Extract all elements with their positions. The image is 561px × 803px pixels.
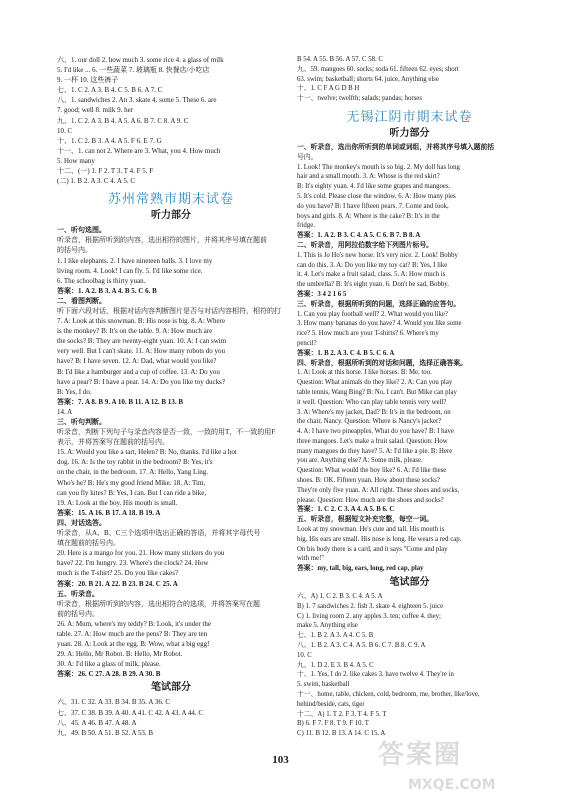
text-line: 十一、1. can not 2. Where are 3. What, you 4. How much bbox=[57, 146, 221, 155]
text-line: behind/beside, cats, tiger bbox=[297, 700, 365, 708]
text-line: 七、1. C 2. A 3. B 4. C 5. B 6. A 7. C bbox=[57, 86, 163, 95]
text-line: 十、1. Yes, I do 2. like cakes 3. have twelve 4. They're in bbox=[297, 671, 454, 679]
text-line: yuan. 28. A: Look at the egg. B: Wow, what a big egg! bbox=[57, 640, 210, 649]
text-line: 八、45. A 46. B 47. A 48. A bbox=[57, 718, 137, 727]
text-line: 9. 一杯 10. 这些裤子 bbox=[57, 76, 119, 85]
text-line: 听录音，根据所听到的内容，选出相符的图片，并将其序号填在题前 bbox=[57, 236, 267, 245]
text-line: B) 6. F 7. F 8. T 9. F 10. T bbox=[297, 720, 369, 728]
text-line: 七、1. B 2. A 3. A 4. C 5. B bbox=[297, 632, 374, 640]
text-line: 十、1. C F A G D B H bbox=[297, 85, 360, 93]
text-line: 26. A: Mum, where's my teddy? B: Look, it's under the bbox=[57, 619, 211, 628]
text-line: 四、听录音，根据所听到的对话和问题，选择正确答案。 bbox=[297, 359, 467, 367]
text-line: many mangoes do they have? 5. A: I'd like a pie. B: Here bbox=[297, 447, 453, 455]
text-line: 六、1. our doll 2. how much 3. some rice 4. a glass of milk bbox=[57, 56, 224, 64]
text-line: B 54. A 55. B 56. A 57. C 58. C bbox=[297, 56, 383, 63]
text-line: much is the T-shirt? 25. Do you like cakes? bbox=[57, 569, 179, 578]
text-line: 19. A: Look at the boy. His mouth is small. bbox=[57, 498, 178, 507]
text-line: They're only five yuan. A: All right. These shoes and socks, bbox=[297, 486, 460, 494]
watermark-text: 答案圈 bbox=[378, 740, 463, 770]
text-line: 九、1. C 2. A 3. B 4. A 5. A 6. B 7. C 8. A 9. C bbox=[57, 116, 189, 125]
text-line: 63. swim; basketball; shorts 64. juice, Anything else bbox=[297, 75, 439, 83]
text-line: with me!" bbox=[297, 555, 325, 563]
text-line: the socks? B: They are twenty-eight yuan. 10. A: I can swim bbox=[57, 337, 227, 346]
text-line: 答案：1. B 2. A 3. C 4. B 5. C 6. A bbox=[297, 349, 395, 357]
text-line: can you fly kites? B: Yes, I can. But I can ride a bike, bbox=[57, 488, 207, 497]
text-line: the chair, Nancy. Question: Where is Nancy's jacket? bbox=[297, 418, 442, 426]
watermark-url: MXQE.COM bbox=[408, 777, 496, 793]
text-line: you are. Anything else? A: Some milk, please. bbox=[297, 457, 423, 465]
text-line: 二、听录音，用阿拉伯数字给下列图片标号。 bbox=[297, 241, 433, 249]
text-line: 十一、home, table, chicken, cold, bedroom, me, brother, like/love, bbox=[297, 691, 480, 699]
text-line: Look at my snowman. He's cute and tall. His mouth is bbox=[297, 526, 445, 534]
text-line: Question: What would the boy like? 6. A: I'd like these bbox=[297, 467, 447, 475]
suzhou-written-title: 笔试部分 bbox=[151, 682, 191, 694]
text-line: 答案：my, tall, big, ears, long, red cap, play bbox=[297, 565, 424, 573]
text-line: can do this. 3. A: Do you like my toy cat? B: Yes, I like bbox=[297, 261, 448, 269]
text-line: 答案：1. C 2. C 3. A 4. A 5. B 6. C bbox=[297, 506, 395, 514]
text-line: 五、听录音。 bbox=[57, 589, 99, 598]
text-line: 十二、(一) 1. F 2. T 3. T 4. F 5. F bbox=[57, 167, 154, 176]
text-line: have? 22. I'm hungry. 23. Where's the clock? 24. How bbox=[57, 559, 209, 568]
text-line: 答案：15. A 16. B 17. A 18. B 19. A bbox=[57, 508, 161, 517]
page-number: 103 bbox=[272, 754, 289, 766]
text-line: 九、59. mangoes 60. socks; soda 61. fifteen 62. eyes; short bbox=[297, 65, 459, 73]
text-line: 7. A: Look at this snowman. B: His nose is big. 8. A: Where bbox=[57, 317, 226, 326]
text-line: 填在题前的括号内。 bbox=[57, 539, 120, 548]
text-line: 答案：26. C 27. A 28. B 29. A 30. B bbox=[57, 670, 161, 679]
text-line: (二) 1. B 2. A 3. C 4. A 5. C bbox=[57, 177, 135, 186]
text-line: 二、看图判断。 bbox=[57, 296, 106, 305]
text-line: Who's he? B: He's my good friend Mike. 18. A: Tim, bbox=[57, 478, 206, 487]
text-line: have? B: I have seven. 12. A: Dad, what would you like? bbox=[57, 357, 217, 366]
watermark-logo bbox=[378, 740, 548, 798]
text-line: pencil? bbox=[297, 339, 317, 347]
text-line: 5. It's cold. Please close the window. 6. A: How many pies bbox=[297, 192, 456, 200]
text-line: living room. 4. Look! I can fly. 5. I'd like some rice. bbox=[57, 266, 203, 275]
text-line: please. Question: How much are the shoes and socks? bbox=[297, 496, 444, 504]
text-line: 7. good; well 8. milk 9. her bbox=[57, 106, 134, 115]
text-line: 七、37. C 38. B 39. A 40. A 41. C 42. A 43. A 44. C bbox=[57, 708, 204, 717]
text-line: On his body there is a card, and it says "Come and play bbox=[297, 545, 448, 553]
wuxi-listening-title: 听力部分 bbox=[389, 127, 430, 139]
text-line: 四、对话选答。 bbox=[57, 518, 106, 527]
text-line: table tennis, Wang Bing? B: No, I can't. But Mike can play bbox=[297, 388, 457, 396]
text-line: Question: What animals do they like? 2. A: Can you play bbox=[297, 379, 453, 387]
text-line: big. His ears are small. His nose is long. He wears a red cap. bbox=[297, 535, 462, 543]
left-column bbox=[57, 55, 285, 738]
text-line: 一、听句选图。 bbox=[57, 226, 106, 235]
text-line: 一、听录音，选出你所听到的单词或词组，并将其序号填入题前括 bbox=[297, 143, 495, 151]
text-line: 10. C bbox=[297, 651, 312, 659]
text-line: 听下面六段对话，根据对话内容判断图片是否与对话内容相符，相符的打 bbox=[57, 306, 281, 315]
text-line: 14. A bbox=[57, 407, 73, 416]
previous-test-answers bbox=[57, 55, 285, 186]
text-line: have a pear? B: I have a pear. 14. A: Do you like toy ducks? bbox=[57, 377, 225, 386]
text-line: 六、A) 1. C 2. B 3. C 4. A 5. A bbox=[297, 593, 383, 601]
text-line: 答案：3 4 2 1 6 5 bbox=[297, 290, 347, 298]
text-line: 九、49. B 50. A 51. B 52. A 53. B bbox=[57, 728, 154, 737]
text-line: 三、听句判断。 bbox=[57, 418, 106, 426]
continued-answers bbox=[297, 55, 522, 104]
text-line: 六、31. C 32. A 33. B 34. B 35. A 36. C bbox=[57, 698, 170, 707]
text-line: 1. A: Look at this horse. I like horses. B: Me, too. bbox=[297, 369, 432, 377]
text-line: it well. Question: Who can play table tennis very well? bbox=[297, 398, 447, 406]
text-line: B: I'd like a hamburger and a cup of coffee. 13. A: Do you bbox=[57, 367, 220, 376]
suzhou-listening-section bbox=[57, 225, 285, 679]
text-line: 听录音，判断下列句子与录音内容是否一致，一致的用T，不一致的用F bbox=[57, 428, 276, 437]
wuxi-test-title: 无锡江阴市期末试卷 bbox=[346, 108, 473, 124]
right-column bbox=[297, 55, 522, 739]
text-line: 十、1. C 2. B 3. A 4. A 5. F 6. E 7. G bbox=[57, 136, 162, 145]
text-line: 九、1. D 2. E 3. B 4. A 5. C bbox=[297, 661, 374, 669]
text-line: B: It's eighty yuan. 4. I'd like some grapes and mangoes. bbox=[297, 183, 451, 191]
text-line: 表示，并将答案写在题前的括号内。 bbox=[57, 438, 169, 447]
text-line: 八、1. B 2. A 3. C 4. A 5. B 6. C 7. B 8. C 9. A bbox=[297, 642, 426, 650]
wuxi-written-title: 笔试部分 bbox=[389, 577, 430, 589]
text-line: 1. I like elephants. 2. I have nineteen balls. 3. I love my bbox=[57, 256, 213, 265]
text-line: 答案：1. A 2. B 3. A 4. B 5. C 6. B bbox=[57, 286, 157, 295]
text-line: 五、听录音，根据短文补充完整，每空一词。 bbox=[297, 516, 433, 524]
text-line: 八、1. sandwiches 2. An 3. skate 4. some 5. These 6. are bbox=[57, 96, 217, 105]
text-line: 1. Look! The monkey's mouth is so big. 2. My doll has long bbox=[297, 163, 460, 171]
text-line: dog. 16. A: Is the toy rabbit in the bedroom? B: Yes, it's bbox=[57, 458, 213, 467]
text-line: on the chair, in the bedroom. 17. A: Hello, Yang Ling. bbox=[57, 468, 208, 477]
text-line: 答案：20. B 21. A 22. B 23. B 24. C 25. A bbox=[57, 579, 178, 588]
text-line: 1. This is Jo Ho's new horse. It's very nice. 2. Look! Bobby bbox=[297, 251, 458, 259]
text-line: 30. A: I'd like a glass of milk, please. bbox=[57, 660, 161, 669]
text-line: make 5. Anything else bbox=[297, 622, 358, 630]
suzhou-test-title: 苏州常熟市期末试卷 bbox=[107, 191, 234, 207]
text-line: 十一、twelve; twelfth; salads; pandas; horses bbox=[297, 95, 422, 103]
wuxi-listening-section bbox=[297, 143, 522, 574]
text-line: 听录音，根据所听到的内容，选出相符合的选项，并将答案写在题 bbox=[57, 599, 260, 608]
text-line: boys and girls. 8. A: Where is the cake? B: It's in the bbox=[297, 212, 440, 220]
text-line: 3. A: Where's my jacket, Dad? B: It's in the bedroom, on bbox=[297, 408, 451, 416]
text-line: do you have? B: I have fifteen pears. 7. Come and look, bbox=[297, 202, 449, 210]
text-line: the umbrella? B: It's eight yuan. 6. Don't be sad, Bobby. bbox=[297, 281, 449, 289]
text-line: 5. swim, basketball bbox=[297, 681, 350, 689]
text-line: C) 11. B 12. B 13. A 14. C 15. A bbox=[297, 730, 386, 738]
text-line: 号内。 bbox=[297, 153, 318, 161]
text-line: B: Yes, I do. bbox=[57, 387, 92, 396]
text-line: 6. The schoolbag is thirty yuan. bbox=[57, 276, 146, 285]
text-line: very well. But I can't skate. 11. A: How many robots do you bbox=[57, 347, 226, 356]
text-line: 答案：1. A 2. B 3. C 4. A 5. C 6. B 7. B 8. A bbox=[297, 232, 421, 240]
text-line: 3. How many bananas do you have? 4. Would you like some bbox=[297, 320, 462, 328]
text-line: rice? 5. How much are your T-shirts? 6. Where's my bbox=[297, 330, 439, 338]
text-line: 15. A: Would you like a tart, Helen? B: No, thanks. I'd like a hot bbox=[57, 448, 237, 457]
text-line: 前的括号内。 bbox=[57, 609, 99, 618]
text-line: hair and a small mouth. 3. A: Whose is the red skirt? bbox=[297, 173, 440, 181]
suzhou-listening-title: 听力部分 bbox=[151, 210, 191, 222]
text-line: table. 27. A: How much are the pens? B: They are ten bbox=[57, 629, 208, 638]
text-line: is the monkey? B: It's on the table. 9. A: How much are bbox=[57, 327, 213, 336]
text-line: C) 1. living room 2. any apples 3. ten; coffee 4. they; bbox=[297, 612, 441, 620]
text-line: 听录音，从A、B、C三个选项中选出正确的答语，并将其字母代号 bbox=[57, 529, 261, 538]
text-line: 1. Can you play football well? 2. What would you like? bbox=[297, 310, 448, 318]
text-line: 5. How many bbox=[57, 156, 95, 165]
text-line: it. 4. Let's make a fruit salad, class. 5. A: How much is bbox=[297, 271, 446, 279]
wuxi-written-section bbox=[297, 592, 522, 739]
text-line: 的括号内。 bbox=[57, 246, 92, 255]
text-line: 4. A: I have two pineapples. What do you have? B: I have bbox=[297, 428, 454, 436]
text-line: 5. I'd like ... 6. 一些蔬菜 7. 玻璃瓶 8. 快餐店/小吃店 bbox=[57, 66, 210, 75]
text-line: shoes. B: OK. Fifteen yuan. How about these socks? bbox=[297, 477, 440, 485]
text-line: fridge. bbox=[297, 222, 315, 230]
text-line: 十二、A) 1. T 2. F 3. T 4. F 5. T bbox=[297, 710, 387, 718]
suzhou-written-section bbox=[57, 697, 285, 737]
text-line: three mangoes. Let's make a fruit salad. Question: How bbox=[297, 437, 448, 445]
text-line: 答案：7. A 8. B 9. A 10. B 11. A 12. B 13. B bbox=[57, 397, 184, 406]
text-line: 29. A: Hello, Mr Robot. B: Hello, Mr Robot. bbox=[57, 650, 183, 659]
text-line: 10. C bbox=[57, 126, 73, 135]
text-line: 三、听录音，根据所听到的问题，选择正确的应答句。 bbox=[297, 300, 461, 308]
text-line: 20. Here is a mango for you. 21. How many stickers do you bbox=[57, 549, 225, 558]
text-line: B) 1. 7 sandwiches 2. fish 3. skate 4. eighteen 5. juice bbox=[297, 602, 444, 610]
